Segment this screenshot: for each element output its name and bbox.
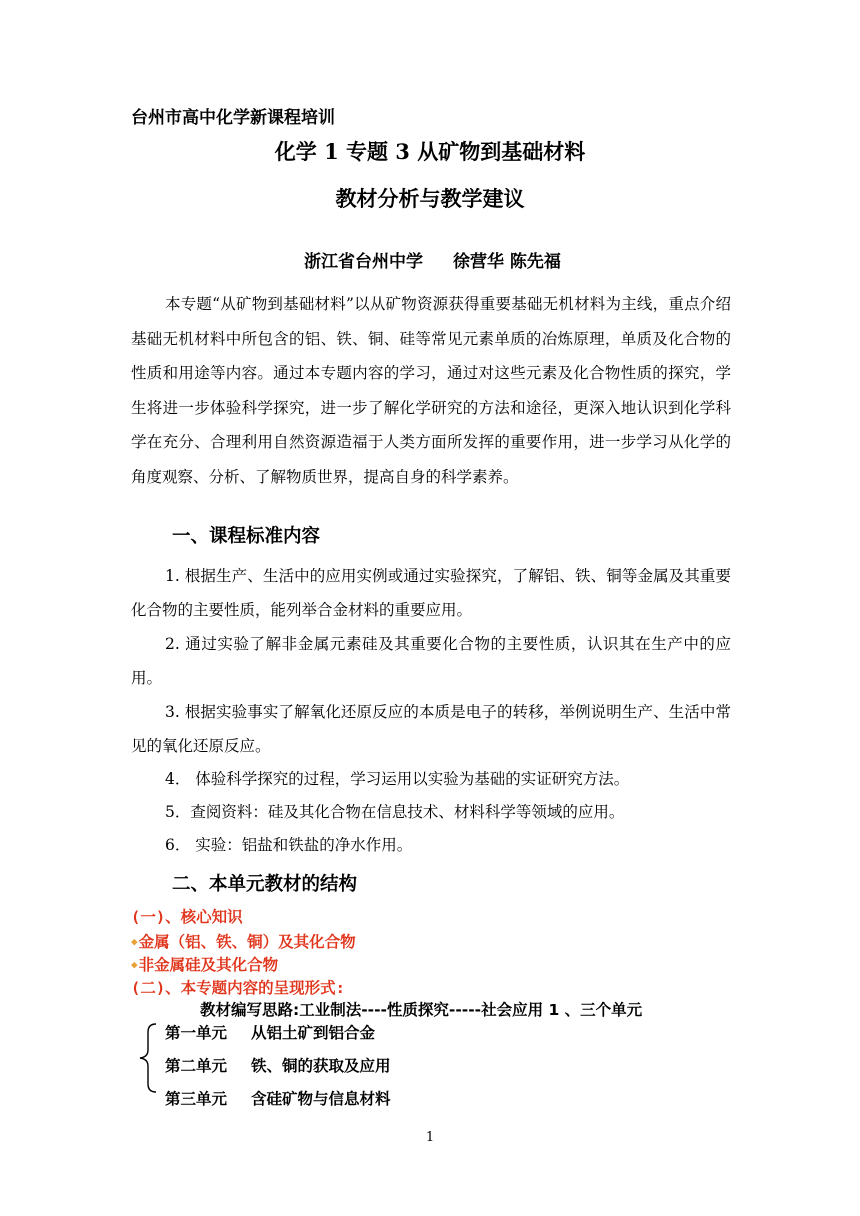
standard-item-5: 5．查阅资料：硅及其化合物在信息技术、材料科学等领域的应用。 bbox=[165, 803, 625, 821]
unit-row-2 bbox=[165, 1054, 391, 1076]
unit-row-1 bbox=[165, 1021, 375, 1043]
standard-item-4: 4． 体验科学探究的过程，学习运用以实验为基础的实证研究方法。 bbox=[165, 770, 630, 788]
writing-route: 教材编写思路:工业制法----性质探究-----社会应用 1 、三个单元 bbox=[200, 1001, 643, 1019]
author-school: 浙江省台州中学 bbox=[304, 252, 423, 272]
author-line bbox=[304, 247, 561, 272]
intro-paragraph: 本专题“从矿物到基础材料”以从矿物资源获得重要基础无机材料为主线，重点介绍基础无机材料中所包含的铝、铁、铜、硅等常见元素单质的冶炼原理，单质及化合物的性质和用途等内容。通过本专题内容的学习，通过对这些元素及化合物性质的探究，学生将进一步体验科学探究，进一步了解化学研究的方法和途径，更深入地认识到化学科学在充分、合理利用自然资源造福于人类方面所发挥的重要作用，进一步学习从化学的角度观察、分析、了解物质世界，提高自身的科学素养。 bbox=[131, 295, 731, 486]
author-names: 徐营华 陈先福 bbox=[453, 252, 561, 272]
core-knowledge-title: (一)、核心知识 bbox=[131, 908, 243, 926]
page-number: 1 bbox=[425, 1130, 435, 1145]
unit-1-name: 第一单元 bbox=[165, 1024, 228, 1042]
unit-2-name: 第二单元 bbox=[165, 1057, 228, 1075]
section-heading-2: 二、本单元教材的结构 bbox=[172, 874, 358, 895]
unit-2-title: 铁、铜的获取及应用 bbox=[251, 1057, 391, 1075]
diamond-bullet-icon: ◆ bbox=[131, 935, 138, 948]
standard-item-1: 1. 根据生产、生活中的应用实例或通过实验探究，了解铝、铁、铜等金属及其重要化合物的主要性质，能列举合金材料的重要应用。 bbox=[131, 567, 731, 619]
curly-brace-icon bbox=[134, 1022, 164, 1094]
diamond-bullet-icon: ◆ bbox=[131, 958, 138, 971]
standard-item-2: 2. 通过实验了解非金属元素硅及其重要化合物的主要性质，认识其在生产中的应用。 bbox=[131, 635, 731, 687]
training-header: 台州市高中化学新课程培训 bbox=[131, 108, 335, 128]
core-item-1-text: 金属（铝、铁、铜）及其化合物 bbox=[138, 933, 356, 951]
core-item-1 bbox=[131, 930, 356, 952]
core-item-2 bbox=[131, 953, 278, 975]
standard-item-3: 3. 根据实验事实了解氧化还原反应的本质是电子的转移，举例说明生产、生活中常见的氧化还原反应。 bbox=[131, 703, 731, 755]
title-main: 化学 1 专题 3 从矿物到基础材料 bbox=[274, 139, 586, 164]
unit-1-title: 从铝土矿到铝合金 bbox=[251, 1024, 376, 1042]
section-heading-1: 一、课程标准内容 bbox=[172, 526, 321, 547]
core-item-2-text: 非金属硅及其化合物 bbox=[138, 956, 279, 974]
presentation-form-title: (二)、本专题内容的呈现形式: bbox=[131, 979, 345, 997]
standard-item-6: 6． 实验：铝盐和铁盐的净水作用。 bbox=[165, 836, 413, 854]
unit-3-title: 含硅矿物与信息材料 bbox=[251, 1090, 391, 1108]
unit-row-3 bbox=[165, 1087, 391, 1109]
title-sub: 教材分析与教学建议 bbox=[335, 186, 525, 211]
unit-3-name: 第三单元 bbox=[165, 1090, 228, 1108]
